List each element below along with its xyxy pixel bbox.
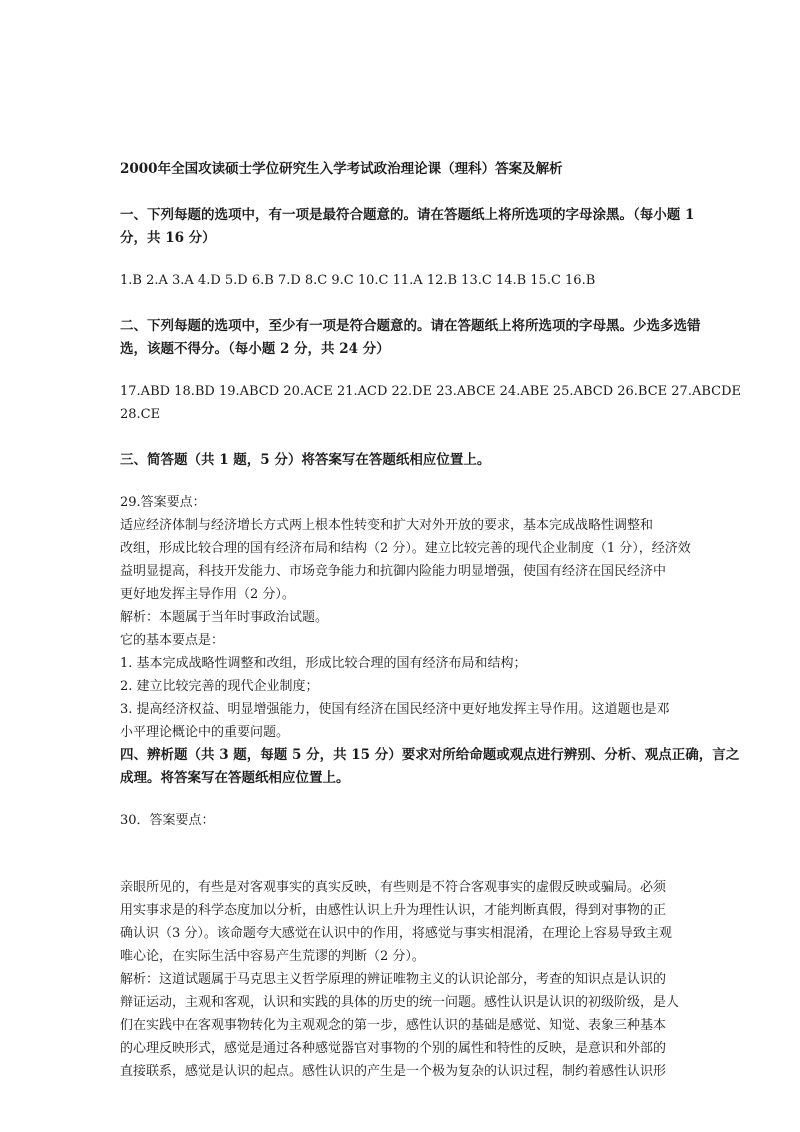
section-3-body (120, 491, 691, 744)
paragraph-line: 直接联系，感觉是认识的起点。感性认识的产生是一个极为复杂的认识过程，制约着感性认识形 (120, 1064, 667, 1079)
section-2 (120, 315, 742, 426)
paragraph-line: 用实事求是的科学态度加以分析，由感性认识上升为理性认识，才能判断真假，得到对事物的正 (120, 903, 667, 918)
paragraph-line: 更好地发挥主导作用（2 分）。 (120, 587, 295, 602)
paragraph-line: 确认识（3 分）。该命题夸大感觉在认识中的作用，将感觉与事实相混淆，在理论上容易导致主观 (120, 926, 672, 941)
section-1-heading-line-1: 一、下列每题的选项中，有一项是最符合题意的。请在答题纸上将所选项的字母涂黑。（每小题 1 (120, 207, 695, 223)
paragraph-line: 益明显提高，科技开发能力、市场竞争能力和抗御内险能力明显增强，使国有经济在国民经济中 (120, 564, 667, 579)
document-page (120, 158, 742, 1083)
paragraph-line: 适应经济体制与经济增长方式两上根本性转变和扩大对外开放的要求，基本完成战略性调整和 (120, 518, 654, 533)
paragraph-line: 改组，形成比较合理的国有经济布局和结构（2 分）。建立比较完善的现代企业制度（1 分），经济效 (120, 541, 691, 556)
paragraph-line: 亲眼所见的，有些是对客观事实的真实反映，有些则是不符合客观事实的虚假反映或骗局。必须 (120, 880, 667, 895)
section-2-heading-line-1: 二、下列每题的选项中，至少有一项是符合题意的。请在答题纸上将所选项的字母黑。少选多选错 (120, 318, 701, 334)
section-1-heading-line-2: 分，共 16 分） (120, 230, 216, 246)
list-item: 3. 提高经济权益、明显增强能力，使国有经济在国民经济中更好地发挥主导作用。这道题也是邓 (120, 702, 670, 717)
document-title: 2000年全国攻读硕士学位研究生入学考试政治理论课（理科）答案及解析 (120, 161, 563, 177)
paragraph-line: 解析：这道试题属于马克思主义哲学原理的辨证唯物主义的认识论部分，考查的知识点是认识的 (120, 972, 667, 987)
section-1 (120, 204, 695, 292)
paragraph-line: 们在实践中在客观事物转化为主观观念的第一步，感性认识的基础是感觉、知觉、表象三种基本 (120, 1018, 667, 1033)
paragraph-line: 辩证运动，主观和客观，认识和实践的具体的历史的统一问题。感性认识是认识的初级阶级，是人 (120, 995, 680, 1010)
paragraph-line: 小平理论概论中的重要问题。 (120, 725, 290, 740)
section-2-answers-line-2: 28.CE (120, 407, 161, 422)
section-4-heading-line-1: 四、辨析题（共 3 题，每题 5 分，共 15 分）要求对所给命题或观点进行辨别、分析、观点正确，言之 (120, 747, 740, 763)
list-item: 1. 基本完成战略性调整和改组，形成比较合理的国有经济布局和结构； (120, 656, 527, 671)
list-item: 2. 建立比较完善的现代企业制度； (120, 679, 319, 694)
answer-30-label: 30．答案要点： (120, 813, 215, 828)
section-4-body (120, 876, 686, 1083)
section-2-answers-line-1: 17.ABD 18.BD 19.ABCD 20.ACE 21.ACD 22.DE 23.ABCE 24.ABE 25.ABCD 26.BCE 27.ABCDE (120, 384, 742, 399)
section-4 (120, 744, 740, 1083)
section-4-heading-line-2: 成理。将答案写在答题纸相应位置上。 (120, 770, 350, 786)
paragraph-line: 它的基本要点是： (120, 633, 225, 648)
answer-29-label: 29.答案要点： (120, 495, 206, 510)
section-1-answers: 1.B 2.A 3.A 4.D 5.D 6.B 7.D 8.C 9.C 10.C 11.A 12.B 13.C 14.B 15.C 16.B (120, 273, 596, 288)
section-3-heading: 三、简答题（共 1 题，5 分）将答案写在答题纸相应位置上。 (120, 452, 491, 468)
paragraph-line: 唯心论，在实际生活中容易产生荒谬的判断（2 分）。 (120, 949, 425, 964)
paragraph-line: 解析：本题属于当年时事政治试题。 (120, 610, 329, 625)
section-3 (120, 449, 691, 744)
section-2-heading-line-2: 选，该题不得分。（每小题 2 分，共 24 分） (120, 341, 390, 357)
paragraph-line: 的心理反映形式，感觉是通过各种感觉器官对事物的个别的属性和特性的反映，是意识和外部的 (120, 1041, 667, 1056)
